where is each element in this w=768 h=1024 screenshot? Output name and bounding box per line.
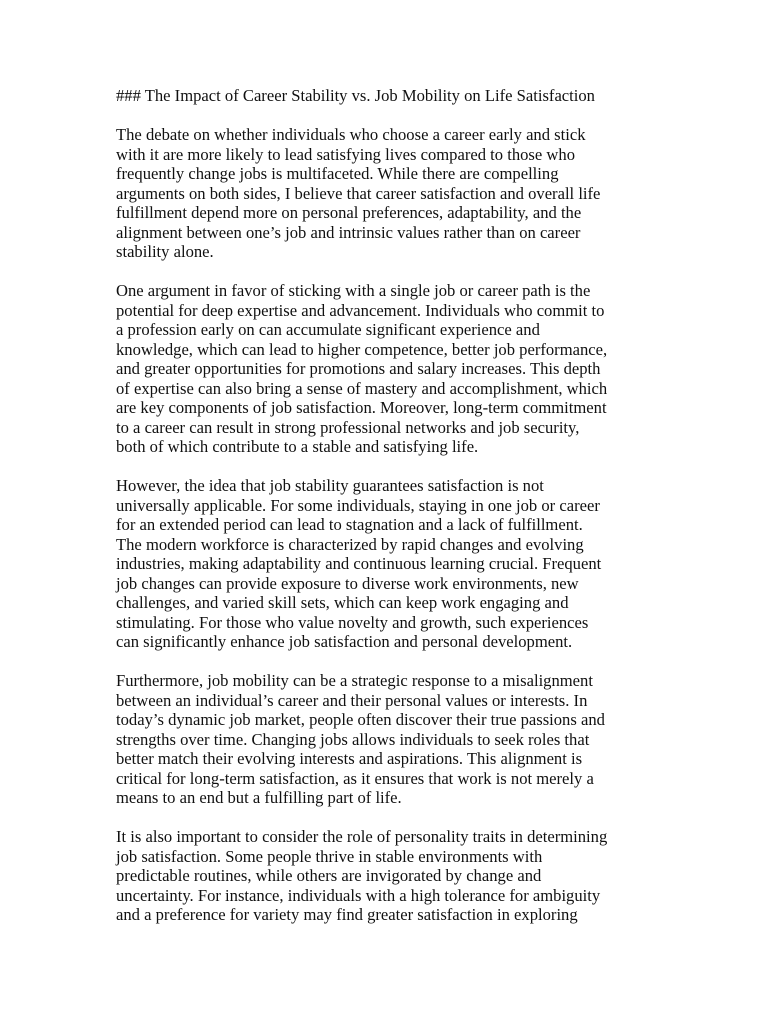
text-line: can significantly enhance job satisfaction and personal development.	[116, 632, 573, 651]
text-line: One argument in favor of sticking with a single job or career path is the	[116, 281, 591, 300]
text-line: are key components of job satisfaction. Moreover, long-term commitment	[116, 398, 607, 417]
paragraph-personality	[116, 827, 652, 925]
paragraph-mobility	[116, 476, 652, 652]
paragraph-intro	[116, 125, 652, 262]
text-line: The modern workforce is characterized by rapid changes and evolving	[116, 534, 584, 554]
text-line: However, the idea that job stability guarantees satisfaction is not	[116, 476, 544, 495]
text-line: both of which contribute to a stable and satisfying life.	[116, 437, 479, 456]
text-line: predictable routines, while others are invigorated by change and	[116, 866, 542, 885]
document-page	[116, 86, 652, 944]
text-line: challenges, and varied skill sets, which can keep work engaging and	[116, 593, 569, 612]
text-line: stimulating. For those who value novelty and growth, such experiences	[116, 612, 589, 632]
text-line: to a career can result in strong professional networks and job security,	[116, 417, 580, 437]
text-line: job changes can provide exposure to diverse work environments, new	[116, 573, 579, 593]
text-line: better match their evolving interests and aspirations. This alignment is	[116, 749, 583, 768]
text-line: arguments on both sides, I believe that career satisfaction and overall life	[116, 183, 601, 203]
text-line: industries, making adaptability and continuous learning crucial. Frequent	[116, 554, 602, 573]
text-line: for an extended period can lead to stagnation and a lack of fulfillment.	[116, 515, 583, 534]
text-line: knowledge, which can lead to higher competence, better job performance,	[116, 339, 608, 359]
text-line: universally applicable. For some individuals, staying in one job or career	[116, 495, 600, 515]
text-line: potential for deep expertise and advancement. Individuals who commit to	[116, 300, 605, 320]
text-line: alignment between one’s job and intrinsic values rather than on career	[116, 222, 581, 242]
text-line: and a preference for variety may find greater satisfaction in exploring	[116, 905, 578, 924]
text-line: today’s dynamic job market, people often discover their true passions and	[116, 710, 605, 729]
text-line: of expertise can also bring a sense of mastery and accomplishment, which	[116, 378, 608, 398]
text-line: Furthermore, job mobility can be a strategic response to a misalignment	[116, 671, 593, 690]
text-line: job satisfaction. Some people thrive in stable environments with	[116, 846, 543, 866]
text-line: with it are more likely to lead satisfying lives compared to those who	[116, 144, 575, 164]
text-line: between an individual’s career and their personal values or interests. In	[116, 690, 588, 710]
text-line: It is also important to consider the role of personality traits in determining	[116, 827, 608, 846]
text-line: a profession early on can accumulate significant experience and	[116, 320, 540, 339]
text-line: critical for long-term satisfaction, as it ensures that work is not merely a	[116, 768, 594, 788]
document-title: ### The Impact of Career Stability vs. Job Mobility on Life Satisfaction	[116, 86, 595, 105]
text-line: stability alone.	[116, 242, 214, 261]
text-line: uncertainty. For instance, individuals with a high tolerance for ambiguity	[116, 885, 601, 905]
paragraph-stability	[116, 281, 652, 457]
text-line: strengths over time. Changing jobs allows individuals to seek roles that	[116, 729, 590, 749]
text-line: means to an end but a fulfilling part of life.	[116, 788, 402, 807]
text-line: frequently change jobs is multifaceted. While there are compelling	[116, 164, 559, 183]
text-line: and greater opportunities for promotions and salary increases. This depth	[116, 359, 601, 378]
text-line: The debate on whether individuals who choose a career early and stick	[116, 125, 586, 144]
paragraph-alignment	[116, 671, 652, 808]
text-line: fulfillment depend more on personal preferences, adaptability, and the	[116, 203, 582, 222]
